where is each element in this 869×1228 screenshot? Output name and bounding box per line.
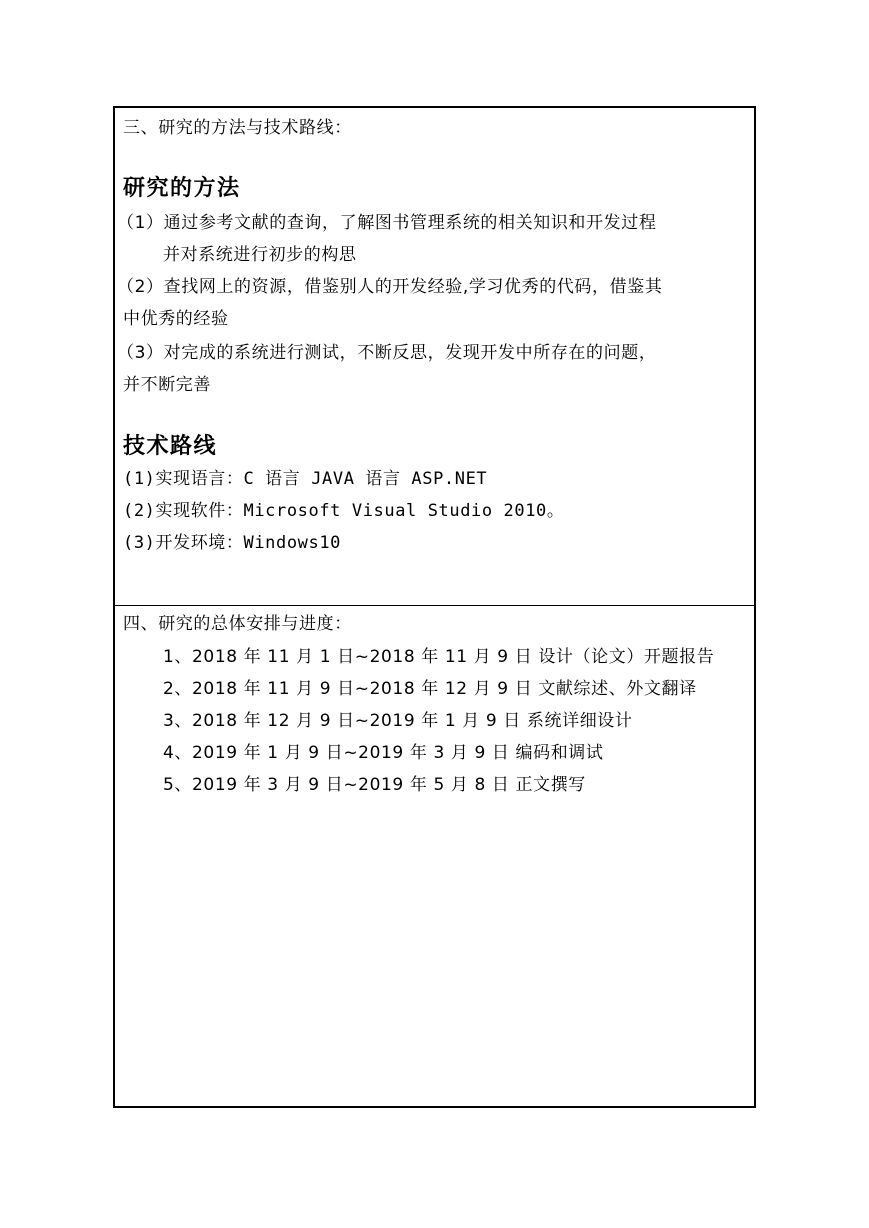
section4-title: 四、研究的总体安排与进度： — [123, 614, 352, 634]
method-item-2: （2）查找网上的资源，借鉴别人的开发经验,学习优秀的代码，借鉴其 — [117, 277, 663, 297]
tech-item-1: (1)实现语言：C 语言 JAVA 语言 ASP.NET — [123, 469, 488, 489]
methods-heading: 研究的方法 — [123, 175, 241, 201]
proposal-form-frame — [113, 106, 756, 1108]
method-item-3-continued: 并不断完善 — [123, 375, 211, 395]
method-item-1: （1）通过参考文献的查询，了解图书管理系统的相关知识和开发过程 — [117, 213, 657, 233]
section-divider — [115, 605, 754, 606]
tech-item-2: (2)实现软件：Microsoft Visual Studio 2010。 — [123, 501, 565, 521]
schedule-item-5: 5、2019 年 3 月 9 日~2019 年 5 月 8 日 正文撰写 — [163, 775, 586, 795]
schedule-item-3: 3、2018 年 12 月 9 日~2019 年 1 月 9 日 系统详细设计 — [163, 711, 633, 731]
method-item-3: （3）对完成的系统进行测试，不断反思，发现开发中所存在的问题， — [117, 343, 657, 363]
method-item-2-continued: 中优秀的经验 — [123, 309, 229, 329]
method-item-1-continued: 并对系统进行初步的构思 — [163, 245, 357, 265]
tech-item-3: (3)开发环境：Windows10 — [123, 533, 342, 553]
tech-heading: 技术路线 — [123, 433, 218, 459]
schedule-item-1: 1、2018 年 11 月 1 日~2018 年 11 月 9 日 设计（论文）开题报告 — [163, 647, 715, 667]
schedule-item-2: 2、2018 年 11 月 9 日~2018 年 12 月 9 日 文献综述、外文翻译 — [163, 679, 697, 699]
section3-title: 三、研究的方法与技术路线： — [123, 118, 352, 138]
schedule-item-4: 4、2019 年 1 月 9 日~2019 年 3 月 9 日 编码和调试 — [163, 743, 604, 763]
